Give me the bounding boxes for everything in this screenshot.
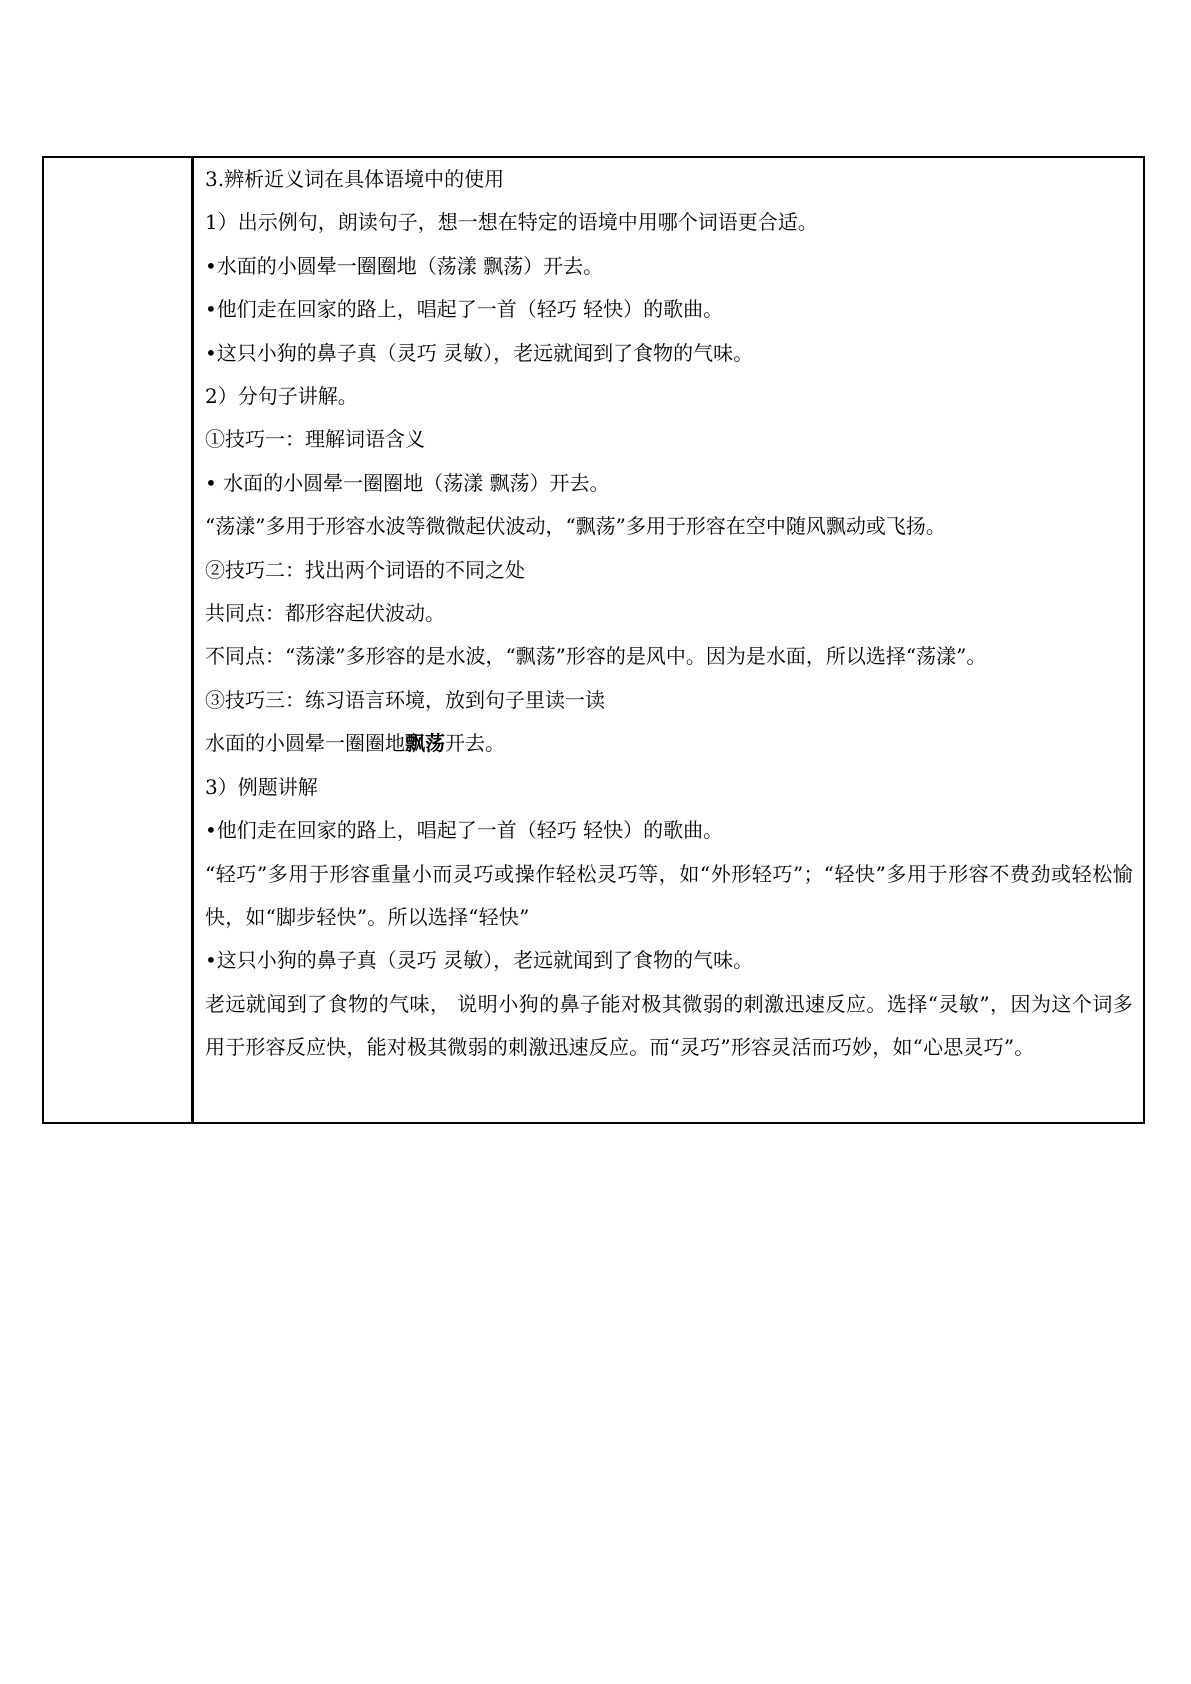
example-2-explanation: “轻巧”多用于形容重量小而灵巧或操作轻松灵巧等，如“外形轻巧”；“轻快”多用于形容不费劲或轻松愉快，如“脚步轻快”。所以选择“轻快” <box>205 861 1133 929</box>
example-sentence-2-repeat: •他们走在回家的路上，唱起了一首（轻巧 轻快）的歌曲。 <box>205 818 724 843</box>
table-left-cell <box>44 158 194 1122</box>
read-suffix: 开去。 <box>445 731 505 756</box>
step-1-instruction: 1）出示例句，朗读句子，想一想在特定的语境中用哪个词语更合适。 <box>205 210 818 235</box>
read-aloud-sentence <box>205 722 1133 765</box>
read-prefix: 水面的小圆晕一圈圈地 <box>205 731 405 756</box>
example-sentence-2: •他们走在回家的路上，唱起了一首（轻巧 轻快）的歌曲。 <box>205 297 724 322</box>
tip-1-explanation: “荡漾”多用于形容水波等微微起伏波动，“飘荡”多用于形容在空中随风飘动或飞扬。 <box>205 514 946 539</box>
step-2-instruction: 2）分句子讲解。 <box>205 384 358 409</box>
lesson-table <box>42 156 1145 1124</box>
common-point: 共同点：都形容起伏波动。 <box>205 601 445 626</box>
tip-1-title: ①技巧一：理解词语含义 <box>205 427 425 452</box>
example-sentence-3-repeat: •这只小狗的鼻子真（灵巧 灵敏），老远就闻到了食物的气味。 <box>205 948 754 973</box>
step-3-instruction: 3）例题讲解 <box>205 774 318 799</box>
tip-3-title: ③技巧三：练习语言环境，放到句子里读一读 <box>205 687 605 712</box>
example-sentence-1: •水面的小圆晕一圈圈地（荡漾 飘荡）开去。 <box>205 253 604 278</box>
example-3-explanation: 老远就闻到了食物的气味， 说明小狗的鼻子能对极其微弱的刺激迅速反应。选择“灵敏”，因为这个词多用于形容反应快，能对极其微弱的刺激迅速反应。而“灵巧”形容灵活而巧妙，如“心思灵巧”。 <box>205 991 1133 1060</box>
read-bold-word: 飘荡 <box>405 731 445 756</box>
section-heading: 3.辨析近义词在具体语境中的使用 <box>205 167 505 191</box>
table-content-cell <box>194 158 1143 1122</box>
tip-1-example: • 水面的小圆晕一圈圈地（荡漾 飘荡）开去。 <box>205 470 610 495</box>
example-sentence-3: •这只小狗的鼻子真（灵巧 灵敏），老远就闻到了食物的气味。 <box>205 340 754 365</box>
difference-point: 不同点：“荡漾”多形容的是水波，“飘荡”形容的是风中。因为是水面，所以选择“荡漾”。 <box>205 644 987 669</box>
tip-2-title: ②技巧二：找出两个词语的不同之处 <box>205 557 525 582</box>
